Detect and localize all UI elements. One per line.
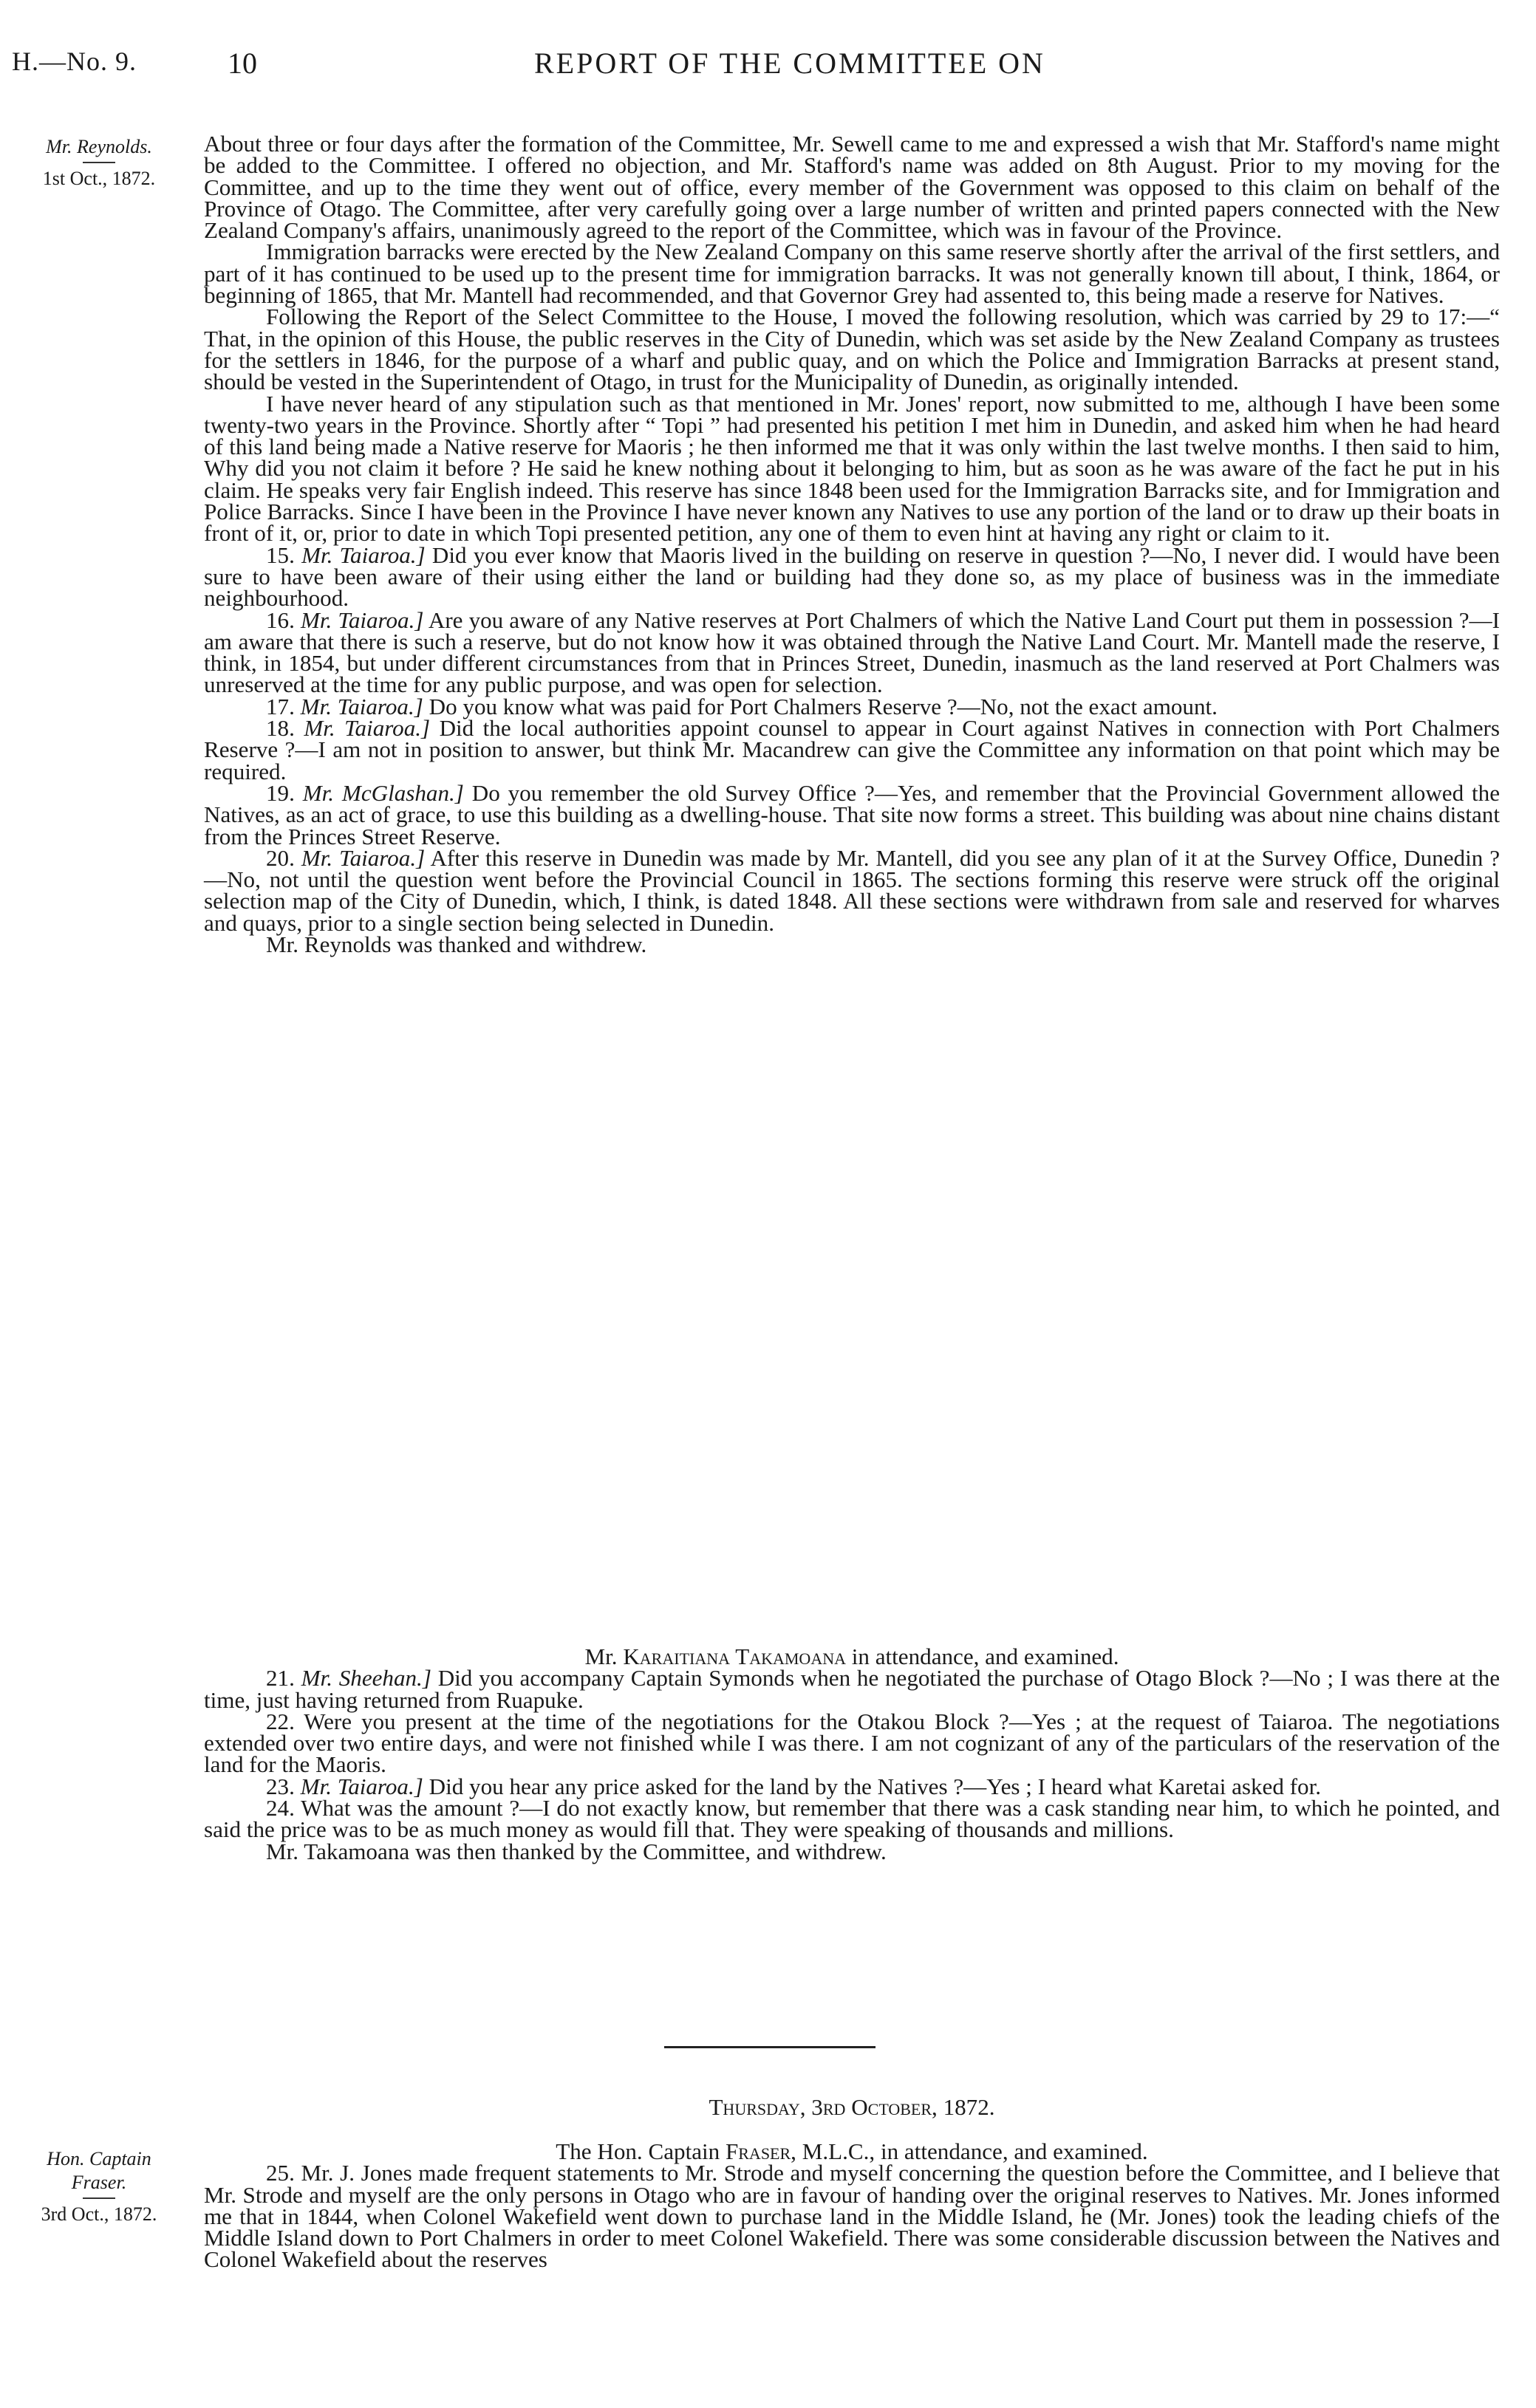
question-answer [204, 1797, 1500, 1841]
question-number: 23. [266, 1773, 295, 1799]
questioner: Mr. Taiaroa.] [301, 844, 426, 871]
paragraph: I have never heard of any stipulation such as that mentioned in Mr. Jones' report, now submitted to me, although I have been some twenty-two years in the Province. Shortly after “ Topi ” had presented his petition I met him in Dunedin, and asked him when he had heard of this land being made a Native reserve for Maoris ; he then informed me that it was only within the last twelve months. I then said to him, Why did you not claim it before ? He said he knew nothing about it belonging to him, but as soon as he was aware of the fact he put in his claim. He speaks very fair English indeed. This reserve has since 1848 been used for the Immigration Barracks site, and for Immigration and Police Barracks. Since I have been in the Province I have never known any Natives to use any portion of the land or to draw up their boats in front of it, or, prior to date in which Topi presented petition, any one of them to even hint at having any right or claim to it. [204, 390, 1500, 547]
question-answer [204, 1708, 1500, 1778]
questioner: Mr. Taiaroa.] [300, 606, 424, 633]
margin-note-fraser [0, 2147, 198, 2226]
questioner: Mr. McGlashan.] [302, 779, 464, 806]
question-number: 16. [266, 606, 295, 633]
date-heading: Thursday, 3rd October, 1872. [709, 2094, 995, 2120]
testimony-reynolds [204, 133, 1500, 955]
page-header [12, 46, 1519, 90]
witness-name: Fraser [725, 2138, 791, 2164]
margin-note-name: Mr. Reynolds. [46, 136, 152, 157]
questioner: Mr. Taiaroa.] [300, 693, 423, 719]
question-number: 21. [266, 1665, 295, 1692]
question-number: 22. [266, 1708, 295, 1734]
margin-note-date: 1st Oct., 1872. [42, 168, 156, 189]
question-answer [204, 693, 1500, 719]
margin-note-name: Fraser. [71, 2172, 127, 2193]
question-answer [204, 717, 1500, 782]
qa-text: After this reserve in Dunedin was made by Mr. Mantell, did you see any plan of it at the Survey Office, Dunedin ?—No, not until the question went before the Provincial Council in 1865. The sections forming this reserve were struck off the original selection map of the City of Dunedin, which, I think, is dated 1848. All these sections were withdrawn from sale and reserved for wharves and quays, prior to a single section being selected in Dunedin. [204, 844, 1501, 936]
question-answer [204, 1667, 1500, 1711]
closing-line: Mr. Takamoana was then thanked by the Committee, and withdrew. [266, 1838, 887, 1864]
question-number: 25. [266, 2160, 295, 2186]
closing-line: Mr. Reynolds was thanked and withdrew. [266, 931, 647, 957]
question-answer [204, 541, 1500, 612]
question-answer [204, 2160, 1500, 2273]
question-number: 24. [266, 1795, 295, 1822]
date-heading-block [204, 2096, 1500, 2118]
paragraph: Immigration barracks were erected by the New Zealand Company on this same reserve shortly after the arrival of the first settlers, and part of it has continued to be used up to the present time for immigration barracks. It was not generally known till about, I think, 1864, or beginning of 1865, that Mr. Mantell had recommended, and that Governor Grey had assented to, this being made a reserve for Natives. [204, 239, 1500, 309]
witness-heading: Mr. Karaitiana Takamoana in attendance, and examined. [584, 1643, 1119, 1669]
qa-text: Did you ever know that Maoris lived in the building on reserve in question ?—No, I never did. I would have been sure to have been aware of their using either the land or building had they done so, as my place of business was in the immediate neighbourhood. [204, 541, 1500, 612]
question-answer [204, 1773, 1500, 1799]
witness-heading: The Hon. Captain Fraser, M.L.C., in attendance, and examined. [556, 2138, 1148, 2164]
paragraph: Following the Report of the Select Committee to the House, I moved the following resolution, which was carried by 29 to 17:—“ That, in the opinion of this House, the public reserves in the City of Dunedin, which was set aside by the New Zealand Company as trustees for the settlers in 1846, for the purpose of a wharf and public quay, and on which the Police and Immigration Barracks at present stand, should be vested in the Superintendent of Otago, in trust for the Municipality of Dunedin, as originally intended. [204, 304, 1500, 395]
questioner: Mr. Taiaroa.] [304, 715, 431, 742]
testimony-fraser [204, 2138, 1500, 2273]
margin-note-name: Hon. Captain [47, 2148, 151, 2169]
qa-text: Do you remember the old Survey Office ?—Yes, and remember that the Provincial Government allowed the Natives, as an act of grace, to use this building as a dwelling-house. That site now forms a street. This building was about nine chains distant from the Princes Street Reserve. [204, 779, 1500, 849]
question-number: 15. [266, 541, 295, 568]
qa-text: Did the local authorities appoint counsel to appear in Court against Natives in connection with Port Chalmers Reserve ?—I am not in position to answer, but think Mr. Macandrew can give the Committee any information on that point which may be required. [204, 715, 1500, 784]
margin-note-rule [83, 162, 115, 163]
margin-note-rule [83, 2197, 115, 2199]
margin-note-reynolds [0, 135, 198, 191]
qa-text: What was the amount ?—I do not exactly know, but remember that there was a cask standing near him, to which he pointed, and said the price was to be as much money as would fill that. They were speaking of thousands and millions. [204, 1795, 1500, 1843]
questioner: Mr. Taiaroa.] [301, 541, 426, 568]
document-number: H.—No. 9. [12, 47, 137, 76]
qa-text: Were you present at the time of the negotiations for the Otakou Block ?—Yes ; at the request of Taiaroa. The negotiations extended over two entire days, and were not finished while I was there. I am not cognizant of any of the particulars of the reservation of the land for the Maoris. [204, 1708, 1500, 1778]
running-title: REPORT OF THE COMMITTEE ON [534, 47, 1045, 80]
question-answer [204, 606, 1500, 698]
question-number: 20. [266, 844, 295, 871]
paragraph: About three or four days after the formation of the Committee, Mr. Sewell came to me and expressed a wish that Mr. Stafford's name might be added to the Committee. I offered no objection, and Mr. Stafford's name was added on 8th August. Prior to my moving for the Committee, and up to the time they went out of office, every member of the Government was opposed to this claim on behalf of the Province of Otago. The Committee, after very carefully going over a large number of written and printed papers connected with the New Zealand Company's affairs, unanimously agreed to the report of the Committee, which was in favour of the Province. [204, 131, 1500, 244]
question-number: 17. [266, 693, 295, 719]
section-divider [664, 2046, 875, 2048]
questioner: Mr. Sheehan.] [301, 1665, 431, 1692]
page-number: 10 [228, 47, 257, 80]
qa-text: Mr. J. Jones made frequent statements to Mr. Strode and myself concerning the question before the Committee, and I believe that Mr. Strode and myself are the only persons in Otago who are in favour of handing over the original reserves to Natives. Mr. Jones informed me that in 1844, when Colonel Wakefield went down to purchase land in the Middle Island, he (Mr. Jones) took the leading chiefs of the Middle Island down to Port Chalmers in order to meet Colonel Wakefield. There was some considerable discussion between the Natives and Colonel Wakefield about the reserves [204, 2160, 1500, 2273]
question-number: 19. [266, 779, 295, 806]
witness-name: Karaitiana Takamoana [623, 1643, 846, 1669]
testimony-takamoana [204, 1643, 1500, 1864]
qa-text: Did you accompany Captain Symonds when he negotiated the purchase of Otago Block ?—No ; I was there at the time, just having returned from Ruapuke. [204, 1665, 1500, 1713]
questioner: Mr. Taiaroa.] [300, 1773, 423, 1799]
qa-text: Are you aware of any Native reserves at Port Chalmers of which the Native Land Court put them in possession ?—I am aware that there is such a reserve, but do not know how it was obtained through the Native Land Court. Mr. Mantell made the reserve, I think, in 1854, but under different circumstances from that in Princes Street, Dunedin, inasmuch as the land reserved at Port Chalmers was unreserved at the time for any public purpose, and was open for selection. [204, 606, 1500, 698]
margin-note-date: 3rd Oct., 1872. [41, 2203, 157, 2225]
qa-text: Do you know what was paid for Port Chalmers Reserve ?—No, not the exact amount. [423, 693, 1218, 719]
question-number: 18. [266, 715, 295, 742]
qa-text: Did you hear any price asked for the land by the Natives ?—Yes ; I heard what Karetai asked for. [423, 1773, 1321, 1799]
question-answer [204, 779, 1500, 849]
question-answer [204, 844, 1501, 936]
